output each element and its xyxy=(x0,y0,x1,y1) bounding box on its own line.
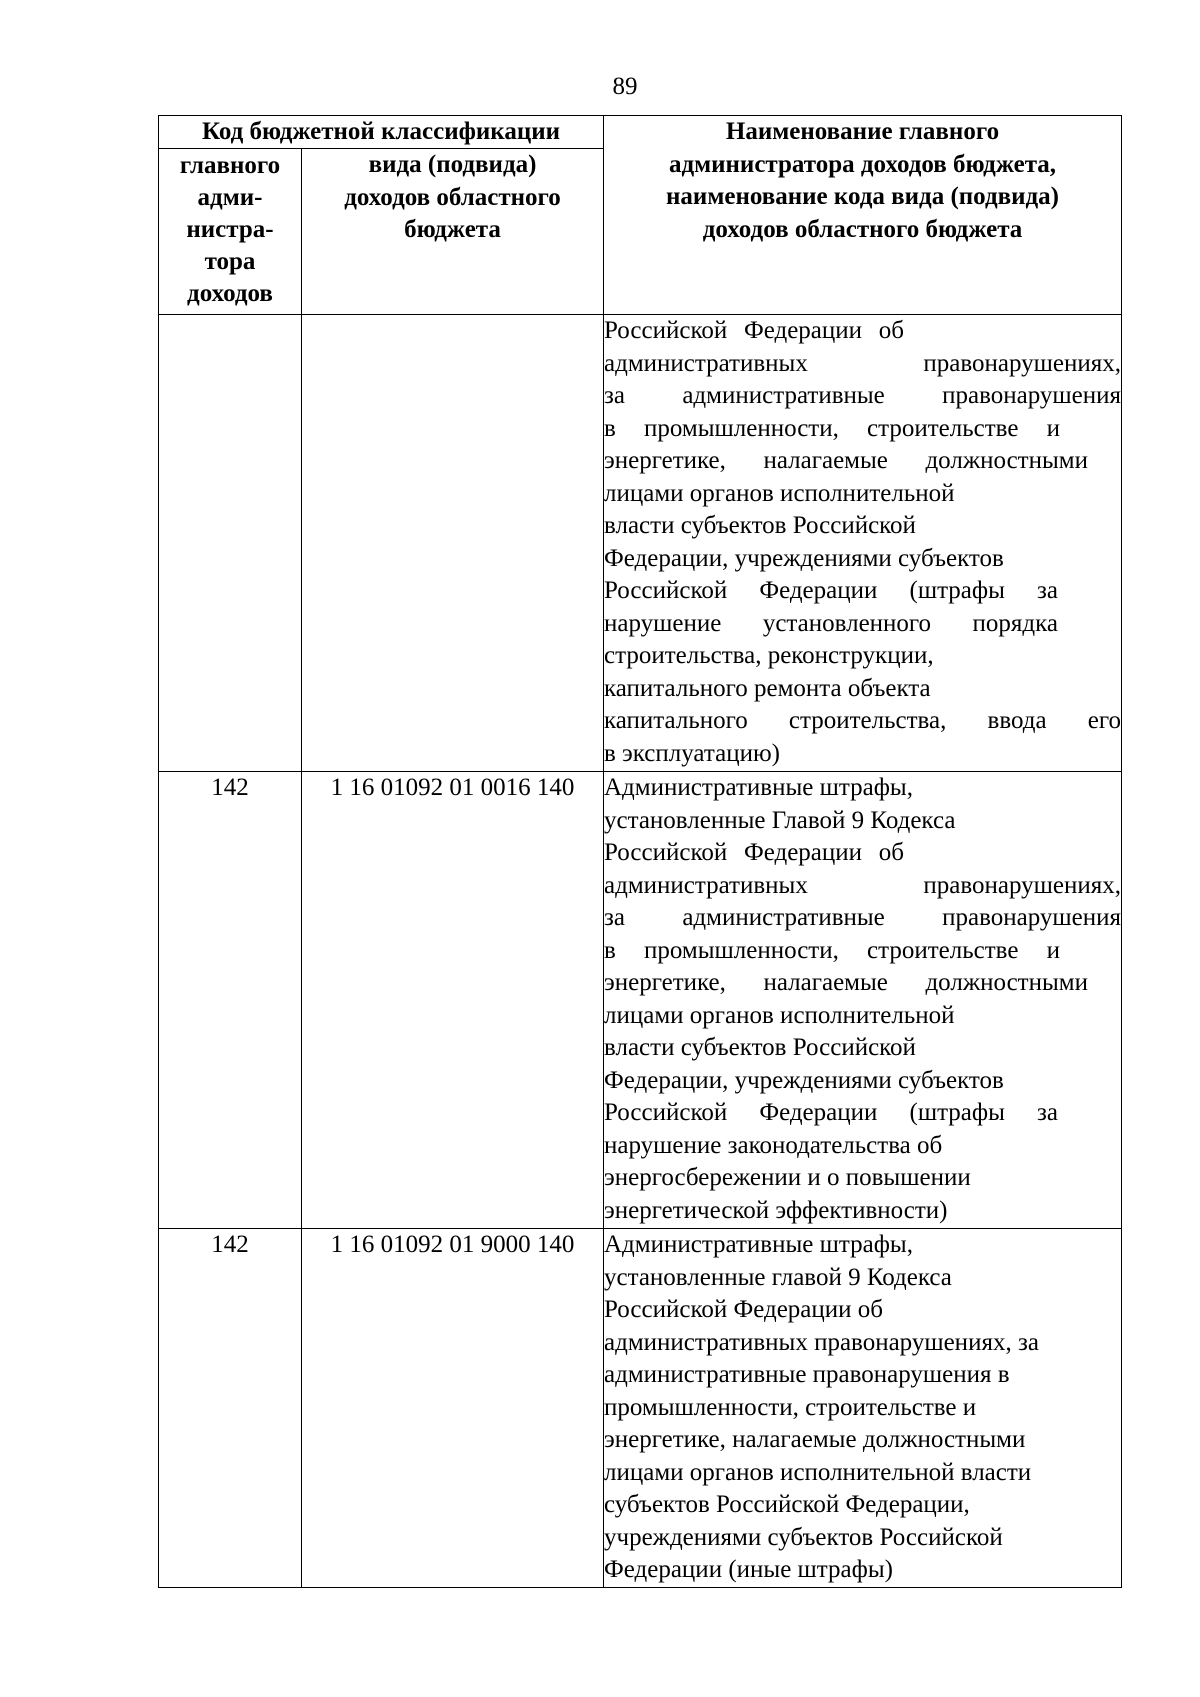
name-line: Российской Федерации об xyxy=(604,1296,883,1323)
header-admin-line: нистра- xyxy=(186,216,274,243)
header-name-line: доходов областного бюджета xyxy=(702,215,1023,243)
budget-classification-table xyxy=(158,115,1122,1588)
name-line: нарушение законодательства об xyxy=(604,1131,943,1159)
name-line: за административные правонарушения xyxy=(604,904,1121,931)
name-line: лицами органов исполнительной xyxy=(604,479,955,507)
name-cell xyxy=(604,315,1122,772)
header-budget-classification-code: Код бюджетной классификации xyxy=(159,116,604,149)
name-line: Административные штрафы, xyxy=(604,774,913,801)
name-line: Российской Федерации (штрафы за xyxy=(604,1099,1058,1126)
kind-code-cell: 1 16 01092 01 9000 140 xyxy=(302,1229,604,1588)
header-name-line: Наименование главного xyxy=(725,118,1000,145)
name-line: Административные штрафы, xyxy=(604,1231,913,1258)
header-admin-line: доходов xyxy=(187,280,273,307)
header-admin-line: главного xyxy=(179,152,281,179)
page-number: 89 xyxy=(612,73,638,100)
name-line: энергетике, налагаемые должностными xyxy=(604,1426,1026,1453)
header-kind-line: бюджета xyxy=(404,216,501,243)
name-cell xyxy=(604,772,1122,1229)
name-line: энергетике, налагаемые должностными xyxy=(604,447,1088,474)
name-line: в промышленности, строительстве и xyxy=(604,414,1060,442)
name-line: Федерации, учреждениями субъектов xyxy=(604,544,1004,572)
name-line: власти субъектов Российской xyxy=(604,512,916,539)
name-line: промышленности, строительстве и xyxy=(604,1393,977,1421)
header-name-line: наименование кода вида (подвида) xyxy=(666,183,1059,210)
name-line: энергетике, налагаемые должностными xyxy=(604,969,1088,996)
header-kind-column xyxy=(302,149,604,315)
name-line: административные правонарушения в xyxy=(604,1361,1010,1388)
table-row xyxy=(159,1229,1122,1588)
name-line: установленные главой 9 Кодекса xyxy=(604,1263,952,1291)
header-admin-line: тора xyxy=(204,248,256,275)
name-line: Российской Федерации об xyxy=(604,839,904,866)
header-kind-line: доходов областного xyxy=(344,183,561,211)
name-line: лицами органов исполнительной власти xyxy=(604,1458,1032,1486)
admin-code-cell: 142 xyxy=(159,1229,302,1588)
table-row xyxy=(159,315,1122,772)
name-line: власти субъектов Российской xyxy=(604,1034,916,1061)
name-line: административных правонарушениях, xyxy=(604,349,1121,377)
name-line: Российской Федерации об xyxy=(604,317,904,344)
header-admin-column xyxy=(159,149,302,315)
name-line: административных правонарушениях, за xyxy=(604,1328,1039,1356)
header-name-line: администратора доходов бюджета, xyxy=(668,150,1057,178)
name-line: энергосбережении и о повышении xyxy=(604,1164,971,1191)
name-line: учреждениями субъектов Российской xyxy=(604,1523,1003,1551)
header-admin-line: адми- xyxy=(197,184,263,211)
name-line: установленные Главой 9 Кодекса xyxy=(604,806,956,834)
name-line: Российской Федерации (штрафы за xyxy=(604,577,1058,604)
admin-code-cell xyxy=(159,315,302,772)
name-line: строительства, реконструкции, xyxy=(604,642,934,669)
name-line: Федерации, учреждениями субъектов xyxy=(604,1066,1004,1094)
name-line: Федерации (иные штрафы) xyxy=(604,1556,893,1583)
header-name-column xyxy=(604,116,1122,315)
name-cell xyxy=(604,1229,1122,1588)
name-line: капитального строительства, ввода его xyxy=(604,707,1121,734)
name-line: в промышленности, строительстве и xyxy=(604,936,1060,964)
kind-code-cell xyxy=(302,315,604,772)
kind-code-cell: 1 16 01092 01 0016 140 xyxy=(302,772,604,1229)
name-line: за административные правонарушения xyxy=(604,382,1121,409)
name-line: энергетической эффективности) xyxy=(604,1196,948,1224)
admin-code-cell: 142 xyxy=(159,772,302,1229)
name-line: капитального ремонта объекта xyxy=(604,674,931,702)
name-line: административных правонарушениях, xyxy=(604,871,1121,899)
header-kind-line: вида (подвида) xyxy=(368,151,537,178)
name-line: лицами органов исполнительной xyxy=(604,1001,955,1029)
name-line: нарушение установленного порядка xyxy=(604,609,1058,637)
name-line: в эксплуатацию) xyxy=(604,739,780,767)
table-row xyxy=(159,772,1122,1229)
name-line: субъектов Российской Федерации, xyxy=(604,1491,970,1518)
